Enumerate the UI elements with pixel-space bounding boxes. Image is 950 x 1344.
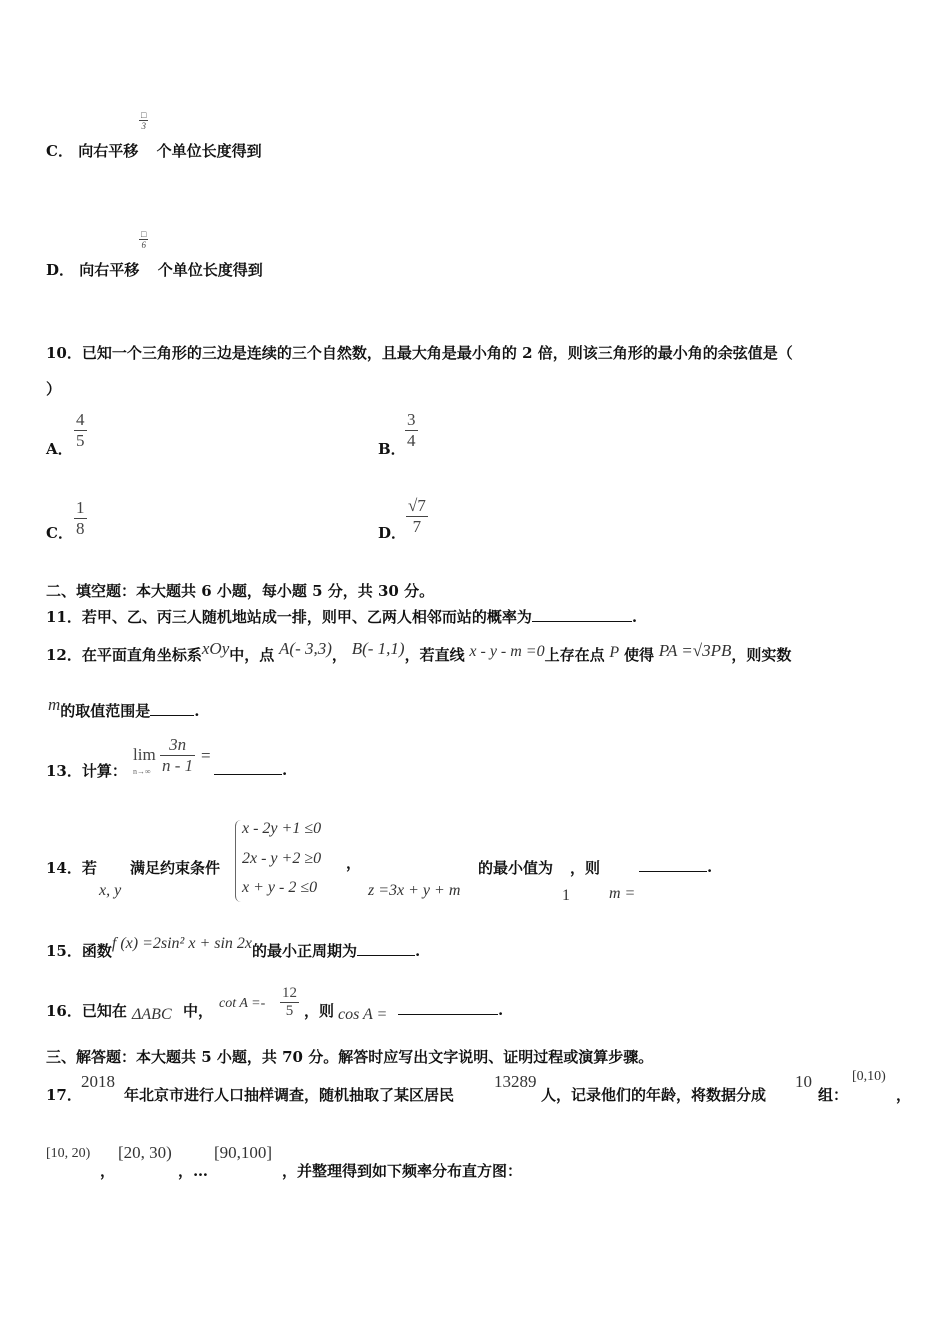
q13-equals: = bbox=[201, 746, 211, 765]
q14-objective: z =3x + y + m bbox=[368, 882, 461, 899]
q16-answer-blank[interactable] bbox=[398, 1000, 498, 1015]
q17-interval-4: [90,100] bbox=[214, 1143, 273, 1162]
q16-t2: 中， bbox=[183, 1002, 214, 1020]
q17-groups: 10 bbox=[795, 1072, 812, 1091]
q16-t3: ，则 bbox=[304, 1002, 335, 1020]
q9d-frac-den: 6 bbox=[139, 239, 148, 250]
q13-end: . bbox=[282, 761, 288, 779]
q13-label: 13．计算： bbox=[46, 762, 127, 780]
q12-t1: 12．在平面直角坐标系 bbox=[46, 646, 202, 664]
q10d-num: √7 bbox=[408, 496, 426, 515]
q12-m: m bbox=[48, 695, 61, 714]
q10-option-a-frac bbox=[74, 410, 87, 451]
q16-cot: cot A =- bbox=[219, 996, 266, 1011]
q14-t4: ，则 bbox=[570, 859, 601, 877]
q16-fraction bbox=[280, 985, 299, 1020]
q10c-den: 8 bbox=[76, 519, 85, 538]
q10c-num: 1 bbox=[76, 498, 85, 517]
q10-option-c-label: C． bbox=[46, 524, 73, 542]
q12-end: . bbox=[194, 702, 200, 720]
q13-lim-word: lim bbox=[133, 745, 156, 764]
q12-point-b: B(- 1,1) bbox=[351, 639, 405, 658]
q12-t8: 的取值范围是 bbox=[60, 702, 151, 720]
q10-option-c-frac bbox=[74, 498, 87, 539]
q13-answer bbox=[214, 760, 287, 779]
q10-stem-end: ） bbox=[46, 380, 62, 398]
q13-num: 3n bbox=[169, 735, 187, 754]
q11-end: . bbox=[631, 608, 638, 626]
q12-t7: ，则实数 bbox=[731, 646, 792, 664]
q14-m-eq: m = bbox=[609, 885, 636, 902]
q14-vars: x, y bbox=[99, 882, 122, 899]
q14-t1: 14．若 bbox=[46, 859, 97, 877]
q17-t6: ，并整理得到如下频率分布直方图： bbox=[282, 1162, 523, 1180]
q11-text: 11．若甲、乙、丙三人随机地站成一排，则甲、乙两人相邻而站的概率为 bbox=[46, 608, 532, 626]
q13-answer-blank[interactable] bbox=[214, 760, 282, 775]
q11-answer-blank[interactable] bbox=[532, 607, 632, 622]
q9c-fraction bbox=[139, 110, 148, 131]
q17-interval-2: [10, 20) bbox=[46, 1146, 91, 1161]
q12-xoy: xOy bbox=[201, 639, 230, 658]
q10d-den: 7 bbox=[406, 516, 428, 537]
q12-t2: 中，点 bbox=[229, 646, 275, 664]
q9-option-d bbox=[46, 259, 263, 280]
q9d-text-b: 个单位长度得到 bbox=[157, 261, 263, 279]
q10-option-a-label: A． bbox=[46, 440, 73, 458]
section3-title: 三、解答题：本大题共 5 小题，共 70 分。解答时应写出文字说明、证明过程或演算步骤。 bbox=[46, 1048, 654, 1066]
q15 bbox=[46, 935, 421, 961]
q10-stem: 10．已知一个三角形的三边是连续的三个自然数，且最大角是最小角的 2 倍，则该三角形的最小角的余弦值是（ bbox=[46, 344, 793, 362]
q14-min-value: 1 bbox=[562, 887, 570, 904]
q13-fraction bbox=[160, 735, 195, 776]
q17-c1: ， bbox=[100, 1162, 116, 1180]
q10-option-d-label: D． bbox=[378, 524, 407, 542]
q10b-den: 4 bbox=[407, 431, 416, 450]
q12-line1 bbox=[46, 639, 792, 665]
q13-lim-sub: n→∞ bbox=[133, 767, 151, 776]
q16-end: . bbox=[498, 1001, 504, 1019]
q14-constraint-1: x - 2y +1 ≤0 bbox=[242, 820, 322, 837]
q9c-frac-num: □ bbox=[141, 110, 147, 120]
q12-t5: 上存在点 bbox=[544, 646, 605, 664]
q12-point-a: A(- 3,3) bbox=[279, 639, 332, 658]
q9-option-c bbox=[46, 140, 262, 161]
q9c-text-a: 向右平移 bbox=[78, 142, 139, 160]
q9d-text-a: 向右平移 bbox=[79, 261, 140, 279]
q12-answer-blank[interactable] bbox=[150, 701, 194, 716]
q17-interval-1: [0,10) bbox=[852, 1069, 886, 1084]
q10-option-b-frac bbox=[405, 410, 418, 451]
q15-answer-blank[interactable] bbox=[357, 941, 415, 956]
q14-end: . bbox=[707, 858, 713, 876]
q9c-frac-den: 3 bbox=[139, 120, 148, 131]
q16-t1: 16．已知在 bbox=[46, 1002, 127, 1020]
q15-function: f (x) =2sin² x + sin 2x bbox=[111, 935, 253, 952]
q12-t3: ， bbox=[331, 646, 347, 664]
q9d-fraction bbox=[139, 229, 148, 250]
q17-year: 2018 bbox=[81, 1072, 115, 1091]
q17-t2: 年北京市进行人口抽样调查，随机抽取了某区居民 bbox=[124, 1086, 455, 1104]
q12-line-eq: x - y - m =0 bbox=[469, 643, 545, 660]
q12-t4: ，若直线 bbox=[404, 646, 465, 664]
q14-t3: 的最小值为 bbox=[478, 859, 554, 877]
q14-answer-blank[interactable] bbox=[639, 857, 707, 872]
q12-t6: 使得 bbox=[623, 646, 654, 664]
q17-t3: 人，记录他们的年龄，将数据分成 bbox=[541, 1086, 767, 1104]
q9d-label: D． bbox=[46, 261, 75, 279]
q10a-den: 5 bbox=[76, 431, 85, 450]
q12-point-p: P bbox=[609, 644, 620, 661]
q12-pa-eq: PA =√3PB bbox=[658, 641, 732, 660]
q10a-num: 4 bbox=[76, 410, 85, 429]
q11 bbox=[46, 606, 637, 627]
q16-den: 5 bbox=[280, 1002, 299, 1020]
q10-option-d-frac bbox=[406, 496, 428, 537]
q17-t5: ， bbox=[896, 1086, 912, 1104]
q14-comma: ， bbox=[346, 854, 362, 872]
q17-interval-3: [20, 30) bbox=[118, 1143, 172, 1162]
q17-t1: 17． bbox=[46, 1086, 82, 1104]
q9c-text-b: 个单位长度得到 bbox=[156, 142, 262, 160]
q15-t2: 的最小正周期为 bbox=[252, 942, 358, 960]
q13-lim bbox=[133, 745, 156, 765]
q16-cos: cos A = bbox=[338, 1006, 388, 1023]
q17-c2: ，… bbox=[178, 1162, 209, 1180]
q13-den: n - 1 bbox=[162, 756, 194, 775]
q9c-label: C． bbox=[46, 142, 73, 160]
q17-count: 13289 bbox=[494, 1072, 537, 1091]
q16-answer bbox=[398, 1000, 503, 1019]
q14-t2: 满足约束条件 bbox=[130, 859, 221, 877]
q16-num: 12 bbox=[282, 985, 297, 1001]
q15-end: . bbox=[415, 942, 421, 960]
q10-option-b-label: B． bbox=[378, 440, 406, 458]
q12-line2 bbox=[48, 695, 200, 721]
q14-brace bbox=[235, 820, 242, 902]
q14-answer bbox=[639, 857, 712, 876]
q16-triangle: ΔABC bbox=[132, 1006, 172, 1023]
q14-constraint-3: x + y - 2 ≤0 bbox=[242, 879, 318, 896]
q15-t1: 15．函数 bbox=[46, 942, 112, 960]
section2-title: 二、填空题：本大题共 6 小题，每小题 5 分，共 30 分。 bbox=[46, 582, 435, 600]
q10b-num: 3 bbox=[407, 410, 416, 429]
q14-constraint-2: 2x - y +2 ≥0 bbox=[242, 850, 322, 867]
q17-t4: 组： bbox=[818, 1086, 849, 1104]
q9d-frac-num: □ bbox=[141, 229, 147, 239]
